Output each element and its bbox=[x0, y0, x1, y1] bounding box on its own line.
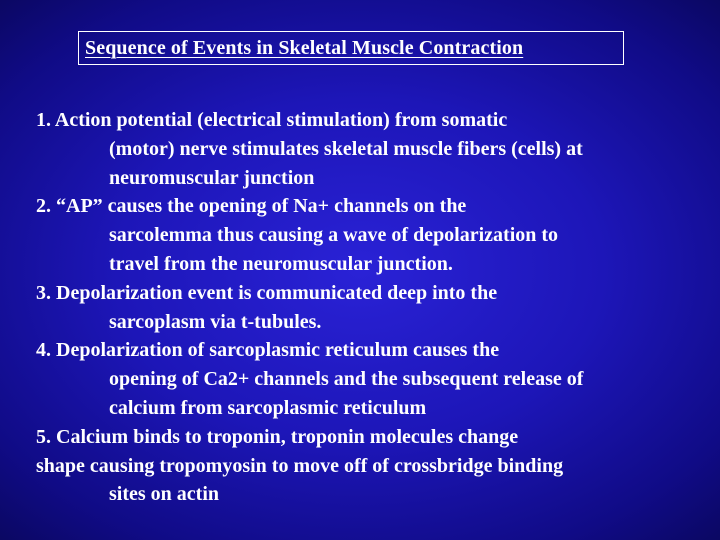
event-5-line-2: shape causing tropomyosin to move off of crossbridge binding bbox=[36, 455, 564, 477]
event-1-line-3: neuromuscular junction bbox=[109, 167, 315, 189]
event-3-line-2: sarcoplasm via t-tubules. bbox=[109, 311, 322, 333]
event-5-line-3: sites on actin bbox=[109, 483, 219, 505]
event-3-line-1: 3. Depolarization event is communicated deep into the bbox=[36, 282, 498, 304]
event-4-line-3: calcium from sarcoplasmic reticulum bbox=[109, 397, 427, 419]
event-2-line-3: travel from the neuromuscular junction. bbox=[109, 253, 453, 275]
event-2-line-1: 2. “AP” causes the opening of Na+ channels on the bbox=[36, 195, 467, 217]
event-4-line-2: opening of Ca2+ channels and the subsequent release of bbox=[109, 368, 584, 390]
event-4-line-1: 4. Depolarization of sarcoplasmic reticulum causes the bbox=[36, 339, 500, 361]
slide-title: Sequence of Events in Skeletal Muscle Contraction bbox=[85, 37, 524, 59]
event-2-line-2: sarcolemma thus causing a wave of depolarization to bbox=[109, 224, 559, 246]
event-5-line-1: 5. Calcium binds to troponin, troponin molecules change bbox=[36, 426, 519, 448]
event-1-line-2: (motor) nerve stimulates skeletal muscle fibers (cells) at bbox=[109, 138, 583, 160]
event-1-line-1: 1. Action potential (electrical stimulation) from somatic bbox=[36, 109, 508, 131]
